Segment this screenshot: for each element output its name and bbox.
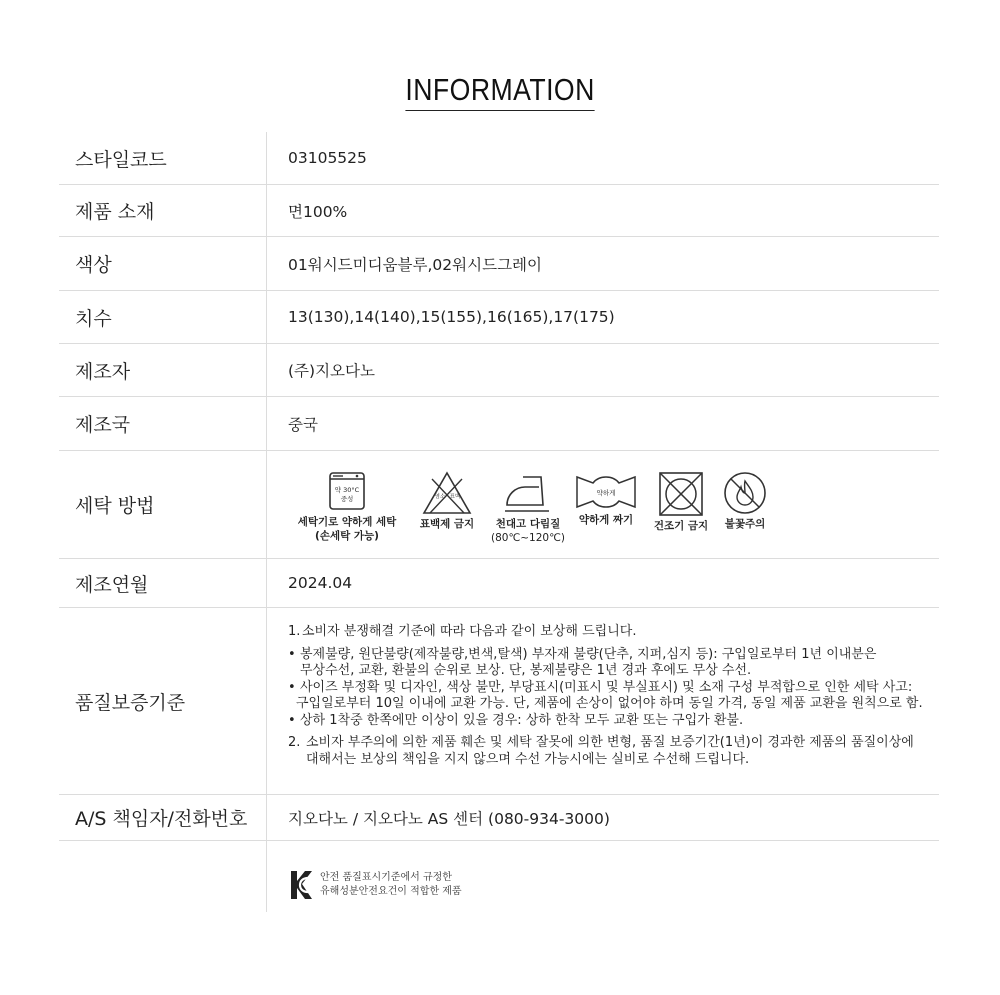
care-symbols <box>267 451 939 558</box>
care-icon-text: 약하게 <box>596 489 616 497</box>
row-washing <box>59 451 939 559</box>
no-bleach-icon <box>422 471 472 515</box>
row-value: 지오다노 / 지오다노 AS 센터 (080-934-3000) <box>288 809 610 828</box>
kc-mark-icon <box>288 869 314 901</box>
kc-certification <box>267 841 462 912</box>
row-color <box>59 237 939 291</box>
care-icon-text: 중성 <box>340 495 354 503</box>
row-label: 제조국 <box>59 397 267 450</box>
row-value: 면100% <box>288 202 348 221</box>
care-item-fire <box>716 471 774 531</box>
row-label: 품질보증기준 <box>59 608 267 794</box>
row-value: 01워시드미디움블루,02워시드그레이 <box>288 255 542 274</box>
quality-line: 구입일로부터 10일 이내에 교환 가능. 단, 제품에 손상이 없어야 하며 동일 가격, 동일 제품 교환을 원칙으로 함. <box>296 696 923 711</box>
care-icon-text: 염소 <box>434 494 446 500</box>
care-label: 천대고 다림질 (80℃~120℃) <box>491 518 565 544</box>
kc-text: 안전 품질표시기준에서 규정한 유해성분안전요건이 적합한 제품 <box>320 871 462 897</box>
quality-line: 무상수선, 교환, 환불의 순위로 보상. 단, 봉제불량은 1년 경과 후에도 무상 수선. <box>300 663 752 678</box>
quality-line: • 상하 1착중 한쪽에만 이상이 있을 경우: 상하 한착 모두 교환 또는 구입가 환불. <box>288 712 744 728</box>
quality-line: • 사이즈 부정확 및 디자인, 색상 불만, 부당표시(미표시 및 부실표시) 및 소재 구성 부적합으로 인한 세탁 사고: <box>288 679 913 695</box>
row-value: 2024.04 <box>288 574 353 592</box>
row-quality <box>59 608 939 795</box>
row-as <box>59 795 939 841</box>
care-icon-text: 표백 <box>449 494 461 500</box>
row-value: 03105525 <box>288 149 367 167</box>
row-size <box>59 291 939 344</box>
care-icon-text: 약 30°C <box>334 486 360 494</box>
row-country <box>59 397 939 451</box>
no-tumble-dry-icon <box>658 471 704 517</box>
care-item-wring <box>570 471 642 527</box>
row-label: 색상 <box>59 237 267 290</box>
section-title: INFORMATION <box>0 72 1000 111</box>
fire-caution-icon <box>723 471 767 515</box>
row-label: 제조자 <box>59 344 267 396</box>
row-maker <box>59 344 939 397</box>
quality-line: 2. 소비자 부주의에 의한 제품 훼손 및 세탁 잘못에 의한 변형, 품질 보증기간(1년)이 경과한 제품의 품질이상에 <box>288 735 914 750</box>
quality-line: 1. 소비자 분쟁해결 기준에 따라 다음과 같이 보상해 드립니다. <box>288 624 637 639</box>
row-label: 치수 <box>59 291 267 343</box>
iron-cloth-icon <box>503 471 553 515</box>
care-label: 표백제 금지 <box>419 518 475 530</box>
row-kc <box>59 841 939 912</box>
row-label: 제조연월 <box>59 559 267 607</box>
row-value: 중국 <box>288 415 318 434</box>
row-value: 13(130),14(140),15(155),16(165),17(175) <box>288 308 615 326</box>
quality-line: • 봉제불량, 원단불량(제작불량,변색,탈색) 부자재 불량(단추, 지퍼,심지 등): 구입일로부터 1년 이내분은 <box>288 646 877 662</box>
row-label: 스타일코드 <box>59 132 267 184</box>
weak-wash-30c-icon <box>327 471 367 511</box>
care-label: 건조기 금지 <box>653 520 709 532</box>
row-material <box>59 185 939 237</box>
quality-text <box>267 608 939 794</box>
care-item-iron <box>486 471 570 545</box>
care-label: 불꽃주의 <box>724 518 766 530</box>
info-table <box>59 132 939 912</box>
row-value: (주)지오다노 <box>288 362 375 380</box>
care-label: 약하게 짜기 <box>578 514 634 526</box>
care-item-dryer <box>646 471 716 533</box>
care-item-wash <box>288 471 406 543</box>
gentle-wring-icon <box>575 471 637 511</box>
care-item-bleach <box>410 471 484 531</box>
row-label: 제품 소재 <box>59 185 267 236</box>
care-label: 세탁기로 약하게 세탁 (손세탁 가능) <box>297 516 397 542</box>
row-label-empty <box>59 841 267 912</box>
row-label: A/S 책임자/전화번호 <box>59 795 267 840</box>
quality-line: 대해서는 보상의 책임을 지지 않으며 수선 가능시에는 실비로 수선해 드립니다. <box>306 751 750 767</box>
row-style-code <box>59 132 939 185</box>
row-date <box>59 559 939 608</box>
row-label: 세탁 방법 <box>59 451 267 558</box>
